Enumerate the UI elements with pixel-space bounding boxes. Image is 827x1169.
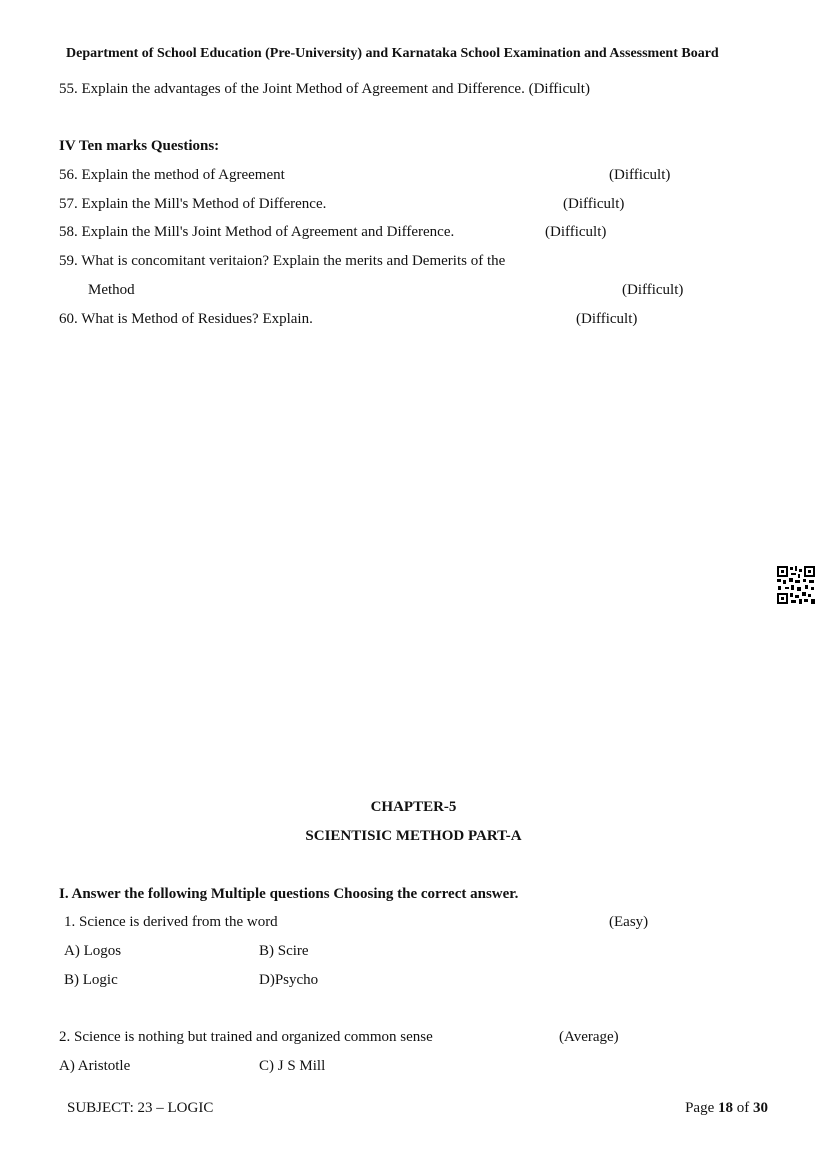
question-58-level: (Difficult) xyxy=(545,224,607,240)
chapter-title: CHAPTER-5 xyxy=(370,799,457,815)
question-58: 58. Explain the Mill's Joint Method of Agreement and Difference. xyxy=(59,224,455,240)
footer-page-total: 30 xyxy=(753,1100,768,1116)
mcq-1-option: B) Logic xyxy=(64,972,118,988)
mcq-2-question: 2. Science is nothing but trained and organized common sense xyxy=(59,1029,433,1045)
question-59-level: (Difficult) xyxy=(622,282,684,298)
mcq-1-option: B) Scire xyxy=(259,943,309,959)
question-59-continuation: Method xyxy=(88,282,135,298)
chapter-subtitle: SCIENTISIC METHOD PART-A xyxy=(305,828,522,844)
mcq-1-option: D)Psycho xyxy=(259,972,319,988)
question-59: 59. What is concomitant veritaion? Explain the merits and Demerits of the xyxy=(59,253,506,269)
footer-subject: SUBJECT: 23 – LOGIC xyxy=(67,1100,214,1116)
mcq-1-level: (Easy) xyxy=(609,914,649,930)
section-heading-ten-marks: IV Ten marks Questions: xyxy=(59,138,220,154)
qr-code-icon xyxy=(776,565,816,605)
mcq-1-question: 1. Science is derived from the word xyxy=(64,914,278,930)
section-heading-mcq: I. Answer the following Multiple questions Choosing the correct answer. xyxy=(59,886,519,902)
mcq-2-level: (Average) xyxy=(559,1029,619,1045)
footer-page-word: Page xyxy=(685,1100,715,1116)
document-header: Department of School Education (Pre-University) and Karnataka School Examination and Assessment Board xyxy=(66,46,719,61)
question-60-level: (Difficult) xyxy=(576,311,638,327)
footer-page-number xyxy=(685,1099,768,1117)
mcq-2-option: A) Aristotle xyxy=(59,1058,131,1074)
question-60: 60. What is Method of Residues? Explain. xyxy=(59,311,313,327)
question-57-level: (Difficult) xyxy=(563,196,625,212)
mcq-1-option: A) Logos xyxy=(64,943,122,959)
mcq-2-option: C) J S Mill xyxy=(259,1058,326,1074)
question-56: 56. Explain the method of Agreement xyxy=(59,167,285,183)
question-55: 55. Explain the advantages of the Joint Method of Agreement and Difference. (Difficult) xyxy=(59,81,590,97)
footer-page-current: 18 xyxy=(718,1100,733,1116)
footer-of-word: of xyxy=(736,1100,750,1116)
question-56-level: (Difficult) xyxy=(609,167,671,183)
question-57: 57. Explain the Mill's Method of Difference. xyxy=(59,196,327,212)
